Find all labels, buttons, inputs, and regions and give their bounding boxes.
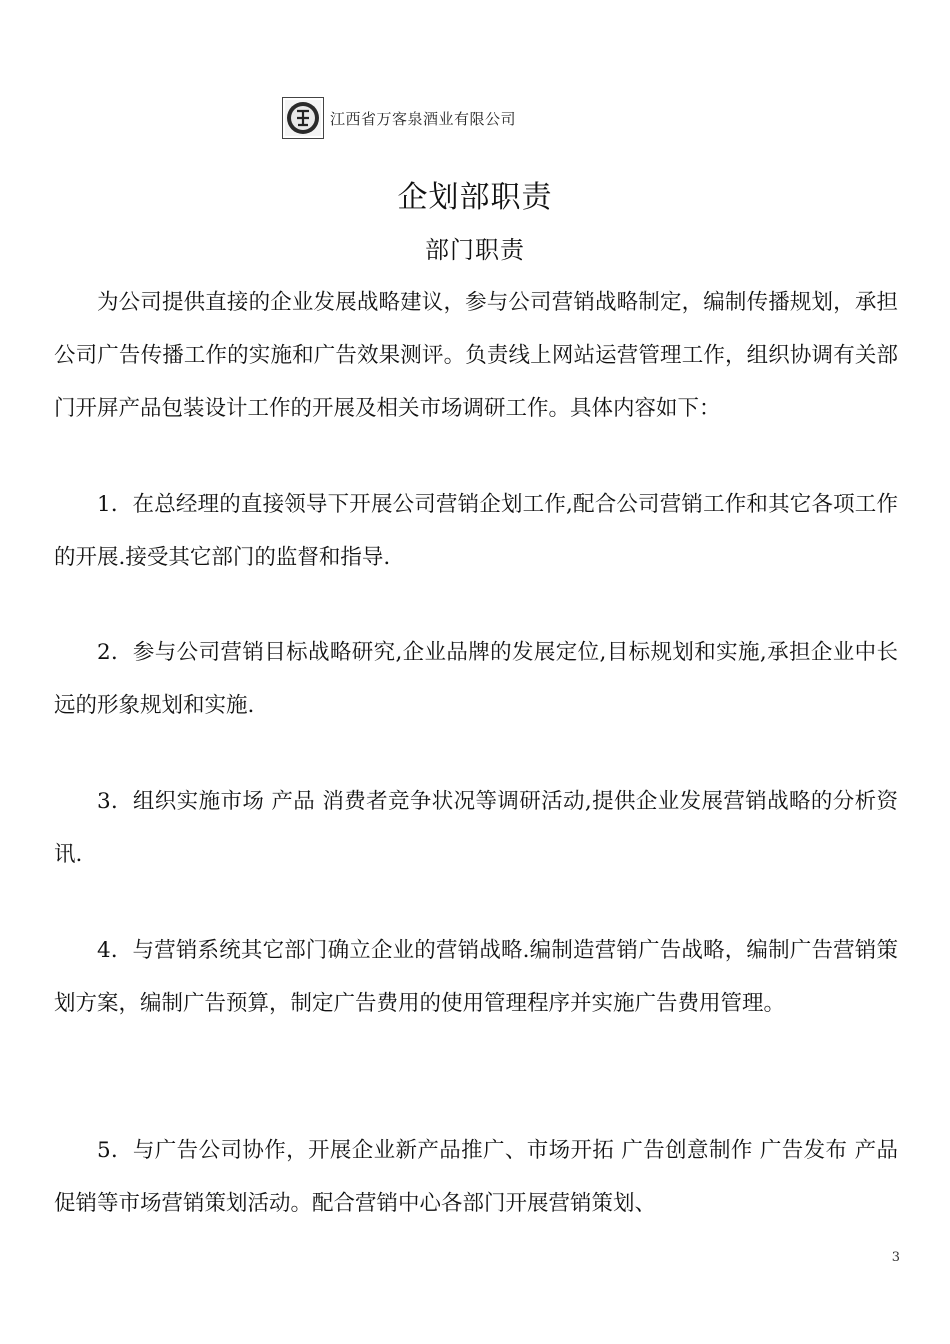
duty-item-1: 1．在总经理的直接领导下开展公司营销企划工作,配合公司营销工作和其它各项工作的开展.接受其它部门的监督和指导. (54, 492, 898, 570)
duty-item-2: 2．参与公司营销目标战略研究,企业品牌的发展定位,目标规划和实施,承担企业中长远的形象规划和实施. (54, 640, 898, 718)
page-title: 企划部职责 (397, 180, 553, 215)
intro-paragraph: 为公司提供直接的企业发展战略建议，参与公司营销战略制定，编制传播规划，承担公司广告传播工作的实施和广告效果测评。负责线上网站运营管理工作，组织协调有关部门开屏产品包装设计工作的开展及相关市场调研工作。具体内容如下： (54, 290, 898, 421)
company-seal-logo-icon (282, 97, 324, 139)
duty-item-3: 3．组织实施市场 产品 消费者竞争状况等调研活动,提供企业发展营销战略的分析资讯. (54, 789, 898, 867)
company-name: 江西省万客泉酒业有限公司 (330, 109, 517, 128)
duty-item-5: 5．与广告公司协作，开展企业新产品推广、市场开拓 广告创意制作 广告发布 产品促销等市场营销策划活动。配合营销中心各部门开展营销策划、 (54, 1138, 898, 1216)
page-number: 3 (891, 1250, 900, 1265)
duty-item-4: 4．与营销系统其它部门确立企业的营销战略.编制造营销广告战略，编制广告营销策划方案，编制广告预算，制定广告费用的使用管理程序并实施广告费用管理。 (54, 938, 898, 1016)
section-subtitle: 部门职责 (425, 236, 525, 264)
page-header (282, 96, 516, 140)
